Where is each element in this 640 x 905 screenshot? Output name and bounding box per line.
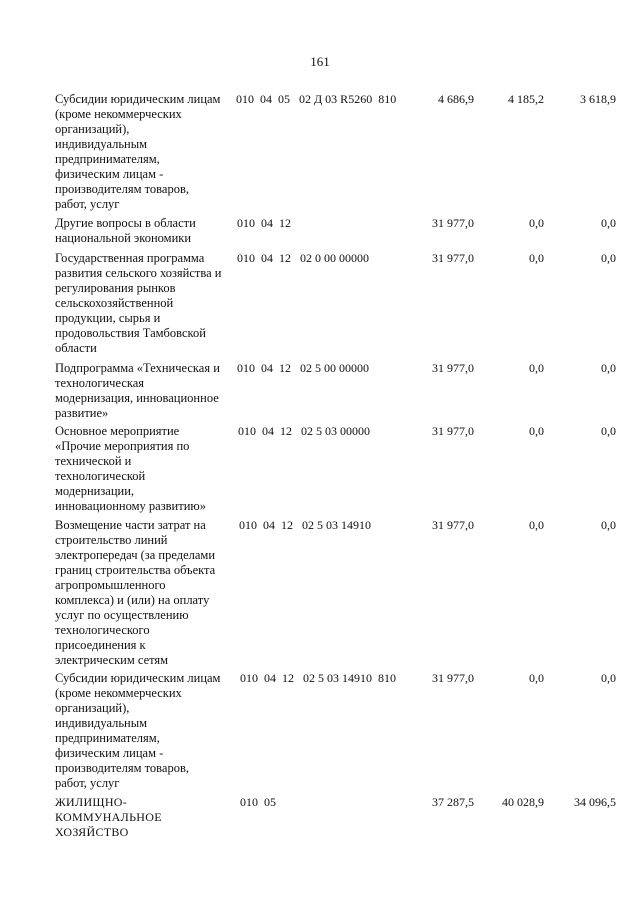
value-col-2: 0,0 — [529, 518, 544, 532]
row-code: 010 05 — [240, 795, 276, 809]
value-col-2: 4 185,2 — [508, 92, 544, 106]
row-code: 010 04 12 02 5 00 00000 — [237, 361, 369, 375]
value-col-2: 0,0 — [529, 216, 544, 230]
row-description: Государственная программа развития сельского хозяйства и регулирования рынков сельскохозяйственной продукции, сырья и продовольствия Тамбовской области — [55, 251, 222, 355]
value-col-3: 0,0 — [601, 424, 616, 438]
row-description: Другие вопросы в области национальной экономики — [55, 216, 196, 245]
value-col-3: 3 618,9 — [580, 92, 616, 106]
value-col-1: 31 977,0 — [432, 251, 474, 265]
value-col-2: 0,0 — [529, 671, 544, 685]
value-col-1: 37 287,5 — [432, 795, 474, 809]
value-col-1: 31 977,0 — [432, 424, 474, 438]
row-description: ЖИЛИЩНО- КОММУНАЛЬНОЕ ХОЗЯЙСТВО — [55, 795, 162, 839]
row-description: Субсидии юридическим лицам (кроме некоммерческих организаций), индивидуальным предпринимателям, физическим лицам - производителям товаров, работ, услуг — [55, 671, 221, 790]
value-col-1: 31 977,0 — [432, 361, 474, 375]
row-code: 010 04 12 02 5 03 14910 — [239, 518, 371, 532]
value-col-1: 4 686,9 — [438, 92, 474, 106]
value-col-2: 0,0 — [529, 424, 544, 438]
row-description: Основное мероприятие «Прочие мероприятия по технической и технологической модернизации, инновационному развитию» — [55, 424, 206, 513]
value-col-3: 0,0 — [601, 361, 616, 375]
value-col-2: 40 028,9 — [502, 795, 544, 809]
row-code: 010 04 12 — [237, 216, 291, 230]
row-code: 010 04 05 02 Д 03 R5260 810 — [236, 92, 397, 106]
value-col-1: 31 977,0 — [432, 671, 474, 685]
row-description: Подпрограмма «Техническая и технологическая модернизация, инновационное развитие» — [55, 361, 220, 420]
value-col-3: 0,0 — [601, 518, 616, 532]
row-code: 010 04 12 02 5 03 00000 — [238, 424, 370, 438]
value-col-1: 31 977,0 — [432, 216, 474, 230]
row-description: Субсидии юридическим лицам (кроме некоммерческих организаций), индивидуальным предпринимателям, физическим лицам - производителям товаров, работ, услуг — [55, 92, 221, 211]
value-col-3: 0,0 — [601, 671, 616, 685]
page-number: 161 — [310, 54, 330, 69]
value-col-3: 0,0 — [601, 251, 616, 265]
row-code: 010 04 12 02 0 00 00000 — [237, 251, 369, 265]
value-col-2: 0,0 — [529, 361, 544, 375]
value-col-3: 0,0 — [601, 216, 616, 230]
value-col-2: 0,0 — [529, 251, 544, 265]
value-col-1: 31 977,0 — [432, 518, 474, 532]
value-col-3: 34 096,5 — [574, 795, 616, 809]
row-description: Возмещение части затрат на строительство линий электропередач (за пределами границ строительства объекта агропромышленного комплекса) и (или) на оплату услуг по осуществлению технологического присоединения к электрическим сетям — [55, 518, 216, 667]
row-code: 010 04 12 02 5 03 14910 810 — [240, 671, 396, 685]
